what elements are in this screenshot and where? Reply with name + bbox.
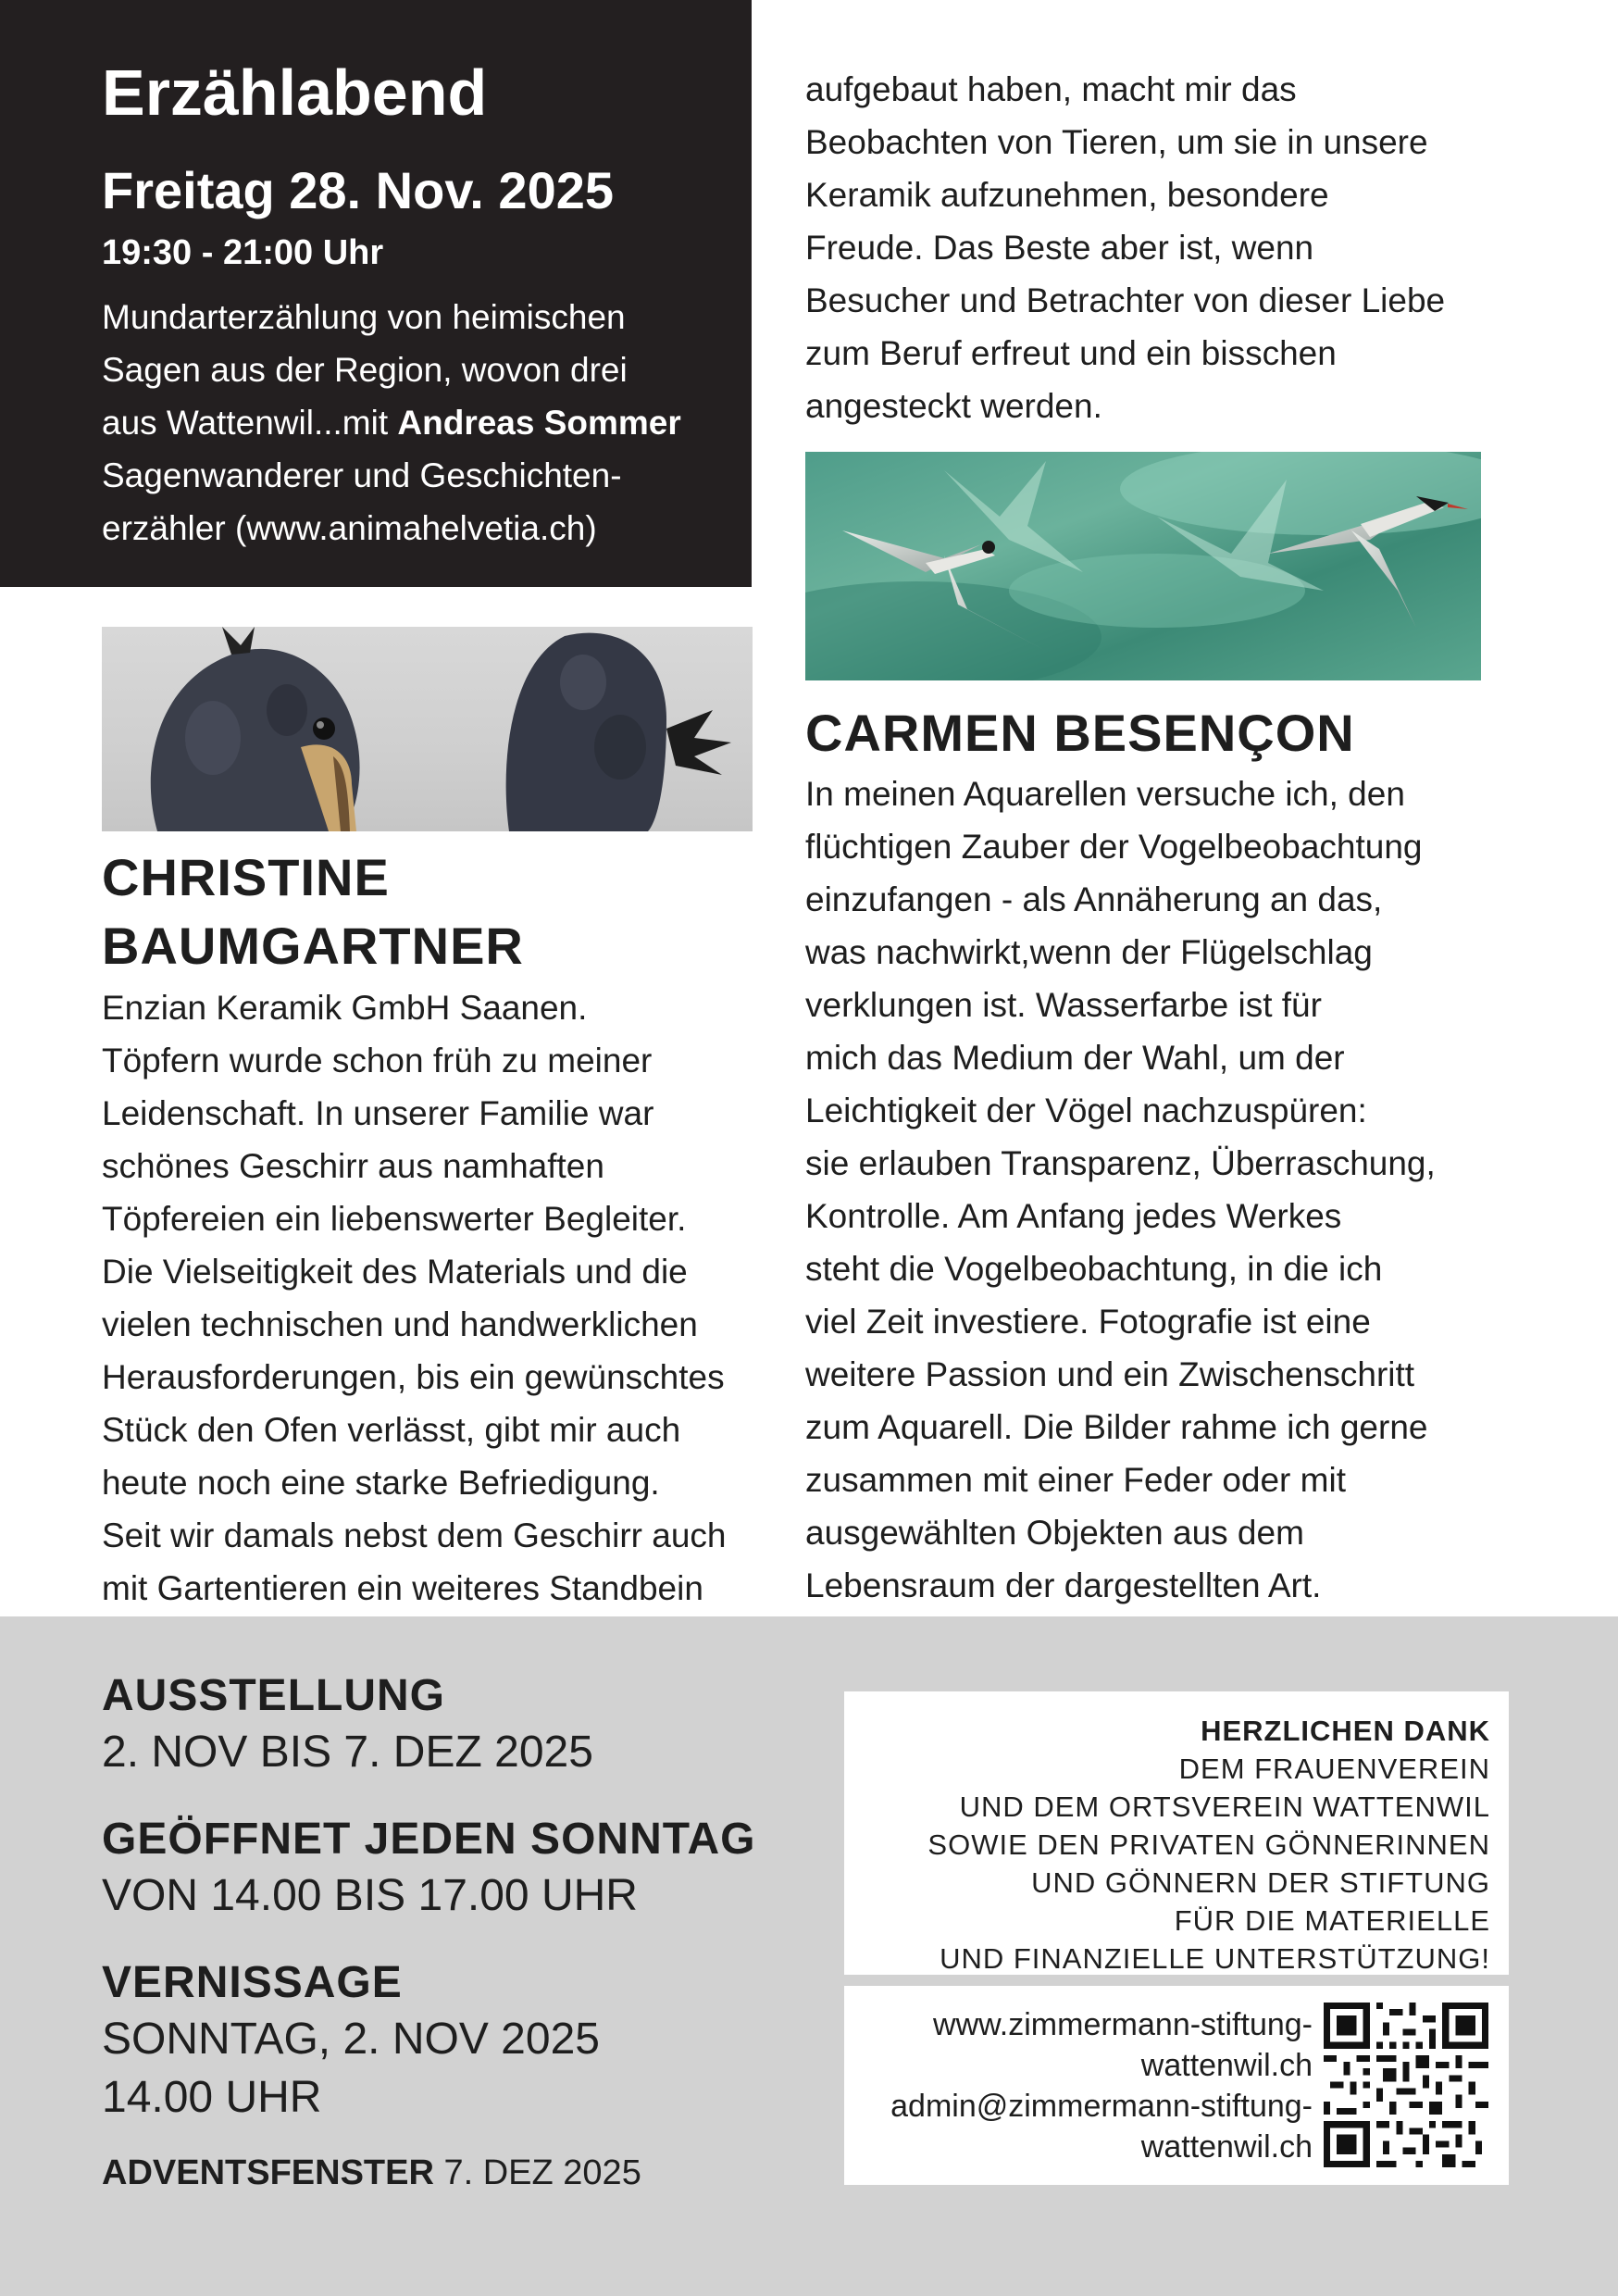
ceramic-bird-figures-icon <box>102 627 753 831</box>
exhibition-dates: 2. NOV BIS 7. DEZ 2025 <box>102 1728 593 1777</box>
heading-line: BAUMGARTNER <box>102 917 524 975</box>
text-line: Töpfern wurde schon früh zu meiner <box>102 1042 653 1079</box>
opening-hours: VON 14.00 BIS 17.00 UHR <box>102 1871 638 1920</box>
text-line: Lebensraum der dargestellten Art. <box>805 1566 1322 1604</box>
advent-window <box>102 2152 641 2194</box>
ceramic-birds-image <box>102 627 753 831</box>
text-line: mich das Medium der Wahl, um der <box>805 1039 1345 1077</box>
text-line: Beobachten von Tieren, um sie in unsere <box>805 123 1428 161</box>
watercolor-birds-image <box>805 452 1481 680</box>
text-line: viel Zeit investiere. Fotografie ist eine <box>805 1303 1371 1341</box>
text-line: flüchtigen Zauber der Vogelbeobachtung <box>805 828 1423 866</box>
text-line: Enzian Keramik GmbH Saanen. <box>102 989 588 1027</box>
text-line: Die Vielseitigkeit des Materials und die <box>102 1253 688 1291</box>
website-link[interactable]: wattenwil.ch <box>1140 2048 1313 2083</box>
event-box <box>0 0 752 587</box>
thanks-heading: HERZLICHEN DANK <box>1201 1715 1490 1747</box>
opening-heading: GEÖFFNET JEDEN SONNTAG <box>102 1815 756 1864</box>
christine-text <box>102 981 727 1615</box>
christine-text-continued <box>805 63 1445 432</box>
text-line: zum Aquarell. Die Bilder rahme ich gerne <box>805 1408 1428 1446</box>
advent-heading: ADVENTSFENSTER <box>102 2153 434 2192</box>
text-line: zum Beruf erfreut und ein bisschen <box>805 334 1337 372</box>
text-line: Herausforderungen, bis ein gewünschtes <box>102 1358 725 1396</box>
event-desc-line: Sagenwanderer und Geschichten- <box>102 456 622 494</box>
event-title: Erzählabend <box>102 56 488 129</box>
website-link[interactable]: www.zimmermann-stiftung- <box>933 2007 1313 2042</box>
text-line: zusammen mit einer Feder oder mit <box>805 1461 1346 1499</box>
watercolor-birds-icon <box>805 452 1481 680</box>
event-desc-line: Mundarterzählung von heimischen <box>102 298 626 336</box>
exhibition-heading: AUSSTELLUNG <box>102 1671 445 1720</box>
vernissage-heading: VERNISSAGE <box>102 1958 403 2007</box>
event-performer: Andreas Sommer <box>397 404 681 442</box>
text-line: verklungen ist. Wasserfarbe ist für <box>805 986 1322 1024</box>
heading-line: CHRISTINE <box>102 848 390 906</box>
carmen-text <box>805 767 1436 1612</box>
text-line: Stück den Ofen verlässt, gibt mir auch <box>102 1411 681 1449</box>
text-line: was nachwirkt,wenn der Flügelschlag <box>805 933 1373 971</box>
email-link[interactable]: wattenwil.ch <box>1140 2129 1313 2165</box>
text-line: vielen technischen und handwerklichen <box>102 1305 698 1343</box>
text-line: Kontrolle. Am Anfang jedes Werkes <box>805 1197 1342 1235</box>
thanks-line: UND FINANZIELLE UNTERSTÜTZUNG! <box>940 1942 1490 1975</box>
event-desc-line: erzähler (www.animahelvetia.ch) <box>102 509 597 547</box>
email-link[interactable]: admin@zimmermann-stiftung- <box>890 2089 1313 2124</box>
text-line: steht die Vogelbeobachtung, in die ich <box>805 1250 1383 1288</box>
contact-text <box>890 2004 1313 2167</box>
vernissage-time: 14.00 UHR <box>102 2073 322 2122</box>
text-line: aufgebaut haben, macht mir das <box>805 70 1297 108</box>
text-line: schönes Geschirr aus namhaften <box>102 1147 604 1185</box>
carmen-name-heading: CARMEN BESENÇON <box>805 704 1355 762</box>
text-line: In meinen Aquarellen versuche ich, den <box>805 775 1405 813</box>
event-description <box>102 291 741 555</box>
text-line: sie erlauben Transparenz, Überraschung, <box>805 1144 1436 1182</box>
text-line: einzufangen - als Annäherung an das, <box>805 880 1383 918</box>
text-line: weitere Passion und ein Zwischenschritt <box>805 1355 1415 1393</box>
contact-box <box>844 1986 1509 2185</box>
vernissage-date: SONNTAG, 2. NOV 2025 <box>102 2015 600 2064</box>
event-time: 19:30 - 21:00 Uhr <box>102 233 384 272</box>
text-line: heute noch eine starke Befriedigung. <box>102 1464 660 1502</box>
text-line: Besucher und Betrachter von dieser Liebe <box>805 281 1446 319</box>
text-line: mit Gartentieren ein weiteres Standbein <box>102 1569 703 1607</box>
thanks-line: UND DEM ORTSVEREIN WATTENWIL <box>959 1791 1490 1823</box>
text-line: angesteckt werden. <box>805 387 1102 425</box>
thanks-line: DEM FRAUENVEREIN <box>1178 1753 1490 1785</box>
advent-date: 7. DEZ 2025 <box>433 2153 641 2192</box>
thanks-line: FÜR DIE MATERIELLE <box>1174 1904 1490 1937</box>
text-line: Leidenschaft. In unserer Familie war <box>102 1094 654 1132</box>
event-desc-line: Sagen aus der Region, wovon drei <box>102 351 628 389</box>
thanks-line: SOWIE DEN PRIVATEN GÖNNERINNEN <box>927 1828 1490 1861</box>
text-line: Keramik aufzunehmen, besondere <box>805 176 1329 214</box>
text-line: Töpfereien ein liebenswerter Begleiter. <box>102 1200 687 1238</box>
text-line: ausgewählten Objekten aus dem <box>805 1514 1304 1552</box>
event-date: Freitag 28. Nov. 2025 <box>102 161 614 219</box>
text-line: Freude. Das Beste aber ist, wenn <box>805 229 1314 267</box>
text-line: Leichtigkeit der Vögel nachzuspüren: <box>805 1092 1367 1129</box>
event-desc-line: aus Wattenwil...mit Andreas Sommer <box>102 404 681 442</box>
thanks-box <box>844 1691 1509 1975</box>
text-line: Seit wir damals nebst dem Geschirr auch <box>102 1516 727 1554</box>
christine-name-heading <box>102 843 524 980</box>
qr-code-icon <box>1324 2003 1488 2167</box>
thanks-line: UND GÖNNERN DER STIFTUNG <box>1031 1866 1490 1899</box>
